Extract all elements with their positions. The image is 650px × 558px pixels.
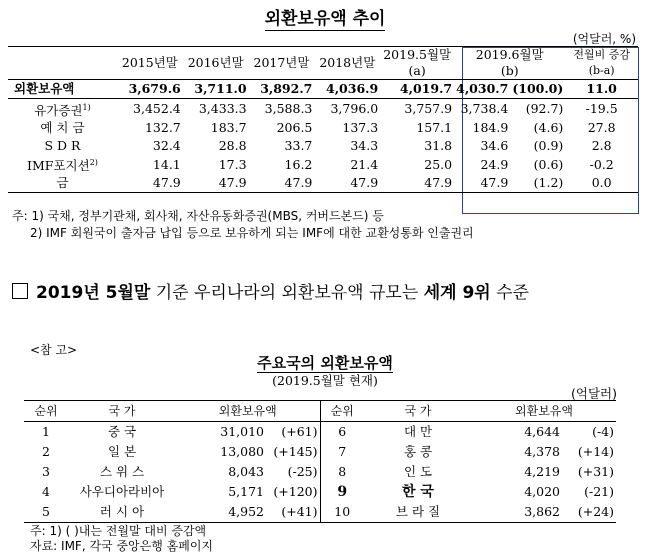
country-chg: (+14): [577, 444, 614, 459]
country-value: 13,080: [220, 444, 264, 459]
country-country: 일 본: [107, 444, 137, 459]
table2-row: [24, 482, 616, 502]
cell-value: 47.9: [249, 174, 315, 192]
cell-value: 21.4: [350, 156, 379, 172]
table1-unit: (억달러, %): [572, 32, 636, 46]
cell-value: 32.4: [152, 137, 181, 153]
cell-value: 3,892.7: [249, 80, 315, 99]
cell-value: (100.0): [512, 81, 564, 97]
country-chg: (+145): [273, 444, 318, 459]
country-rank: 3: [42, 464, 50, 479]
table1-row: [8, 174, 638, 192]
country-value: 5,171: [228, 484, 264, 499]
cell-value: 3,588.3: [264, 101, 313, 117]
country-chg: (-25): [287, 464, 318, 479]
cell-value: 17.3: [218, 156, 247, 172]
cell-value: (4.6): [533, 120, 564, 136]
cell-value: 3,679.6: [117, 80, 183, 99]
cell-value: 31.8: [424, 137, 453, 153]
country-country: 러 시 아: [68, 502, 176, 523]
table1-notes: [12, 208, 474, 242]
row-label: 예 치 금: [40, 120, 85, 136]
country-country: 한 국: [402, 484, 434, 500]
cell-value: 3,796.0: [330, 101, 379, 117]
country-country: 홍 콩: [403, 444, 433, 459]
country-rank: 2: [42, 444, 50, 459]
cell-value: 137.3: [342, 120, 379, 136]
country-country: 스 위 스: [99, 464, 145, 479]
header-2016: 2016년말: [187, 55, 244, 70]
header-diff: 전월비 증감 (b-a): [573, 48, 630, 77]
row-label: IMF포지션$^{2)}$: [27, 157, 98, 174]
country-chg: (+120): [273, 484, 318, 499]
table2-subtitle: (2019.5월말 현재): [272, 373, 378, 388]
row-label: 금: [8, 174, 117, 192]
row-label: 외환보유액: [8, 80, 117, 99]
table2-unit: (억달러): [571, 386, 617, 401]
cell-value: 4,030.7: [456, 81, 509, 97]
cell-value: 0.0: [565, 174, 638, 192]
country-rank: 10: [320, 502, 364, 523]
country-country: 사우디아라비아: [79, 484, 165, 499]
country-country: 브 라 질: [364, 502, 472, 523]
country-value: 4,952: [176, 502, 268, 523]
cell-value: -19.5: [585, 101, 618, 117]
cell-value: 3,452.4: [133, 101, 181, 117]
cell-value: (1.2): [510, 174, 565, 192]
cell-value: 4,019.7: [380, 80, 454, 99]
cell-value: 14.1: [152, 156, 181, 172]
reserves-trend-table: [8, 46, 638, 193]
country-country: 중 국: [107, 424, 137, 439]
cell-value: 11.0: [565, 80, 638, 99]
cell-value: (92.7): [525, 101, 564, 117]
cell-value: 25.0: [424, 156, 453, 172]
header-2019-may: 2019.5월말 (a): [383, 47, 452, 78]
header-2015: 2015년말: [121, 55, 178, 70]
cell-value: 34.3: [350, 137, 379, 153]
country-value: 3,862: [472, 502, 564, 523]
country-chg: (+31): [577, 464, 614, 479]
country-value: 4,378: [524, 444, 560, 459]
cell-value: 3,433.3: [198, 101, 247, 117]
row-label: 유가증권$^{1)}$: [34, 102, 91, 118]
note-1: 주: 1) 국채, 정부기관채, 회사채, 자산유동화증권(MBS, 커버드본드) 등: [12, 209, 384, 223]
table1-title: 외환보유액 추이: [264, 9, 386, 29]
table2-note-1: 주: 1) ( )내는 전월말 대비 증감액: [30, 524, 207, 538]
cell-value: 4,036.9: [314, 80, 380, 99]
country-value: 4,219: [524, 464, 560, 479]
country-value: 4,644: [524, 424, 560, 439]
cell-value: 47.9: [117, 174, 183, 192]
cell-value: (0.6): [533, 156, 564, 172]
cell-value: 3,757.9: [404, 101, 453, 117]
country-chg: (+41): [268, 502, 320, 523]
table1-row: [8, 119, 638, 137]
country-rank: 7: [320, 442, 364, 462]
cell-value: 16.2: [284, 156, 313, 172]
country-rank: 1: [42, 424, 50, 439]
cell-value: 47.9: [454, 174, 510, 192]
note-2: 2) IMF 회원국이 출자금 납입 등으로 보유하게 되는 IMF에 대한 교환성통화 인출권리: [30, 226, 474, 240]
cell-value: 47.9: [314, 174, 380, 192]
country-rank: 9: [320, 482, 364, 502]
country-rank: 8: [320, 462, 364, 482]
cell-value: 184.9: [472, 120, 509, 136]
table2-source: 자료: IMF, 각국 중앙은행 홈페이지: [30, 539, 214, 553]
header-2019-jun: 2019.6월말 (b): [475, 47, 544, 78]
table1-row: [8, 154, 638, 174]
country-chg: (+61): [281, 424, 318, 439]
cell-value: 47.9: [183, 174, 249, 192]
major-countries-table: [24, 400, 616, 523]
table2-row: [24, 462, 616, 482]
row-label: S D R: [44, 137, 81, 153]
country-value: 8,043: [228, 464, 264, 479]
table2-row: [24, 442, 616, 462]
cell-value: 132.7: [144, 120, 181, 136]
country-value: 31,010: [220, 424, 264, 439]
country-country: 인 도: [403, 464, 433, 479]
checkbox-square-icon: [12, 283, 28, 299]
country-country: 대 만: [403, 424, 433, 439]
table2-row: [24, 422, 616, 443]
cell-value: -0.2: [589, 156, 614, 172]
cell-value: (0.9): [533, 137, 564, 153]
country-chg: (+24): [564, 502, 616, 523]
country-rank: 6: [320, 422, 364, 443]
header-2017: 2017년말: [253, 55, 310, 70]
reference-label: <참 고>: [30, 343, 78, 357]
cell-value: 28.8: [218, 137, 247, 153]
header-2018: 2018년말: [319, 55, 376, 70]
table1-header-row: [8, 47, 638, 80]
cell-value: 3,738.4: [460, 101, 509, 117]
headline: 2019년 5월말 기준 우리나라의 외환보유액 규모는 세계 9위 수준: [12, 278, 529, 303]
country-chg: (-4): [592, 424, 614, 439]
cell-value: 24.9: [480, 156, 509, 172]
cell-value: 183.7: [210, 120, 247, 136]
cell-value: 2.8: [591, 137, 612, 153]
table2-title: 주요국의 외환보유액: [257, 354, 393, 372]
cell-value: 47.9: [380, 174, 454, 192]
cell-value: 206.5: [276, 120, 313, 136]
country-value: 4,020: [524, 484, 560, 499]
cell-value: 34.6: [480, 137, 509, 153]
country-chg: (-21): [584, 484, 614, 499]
cell-value: 3,711.0: [183, 80, 249, 99]
table2-notes: [30, 524, 213, 554]
table1-row: [8, 80, 638, 99]
country-rank: 4: [42, 484, 50, 499]
table2-row: [24, 502, 616, 523]
cell-value: 33.7: [284, 137, 313, 153]
table2-header-row: 순위 국 가 외환보유액 순위 국 가 외환보유액: [24, 401, 616, 422]
cell-value: 157.1: [416, 120, 453, 136]
country-rank: 5: [24, 502, 68, 523]
table1-row: [8, 98, 638, 119]
cell-value: 27.8: [587, 120, 616, 136]
table1-row: [8, 136, 638, 154]
